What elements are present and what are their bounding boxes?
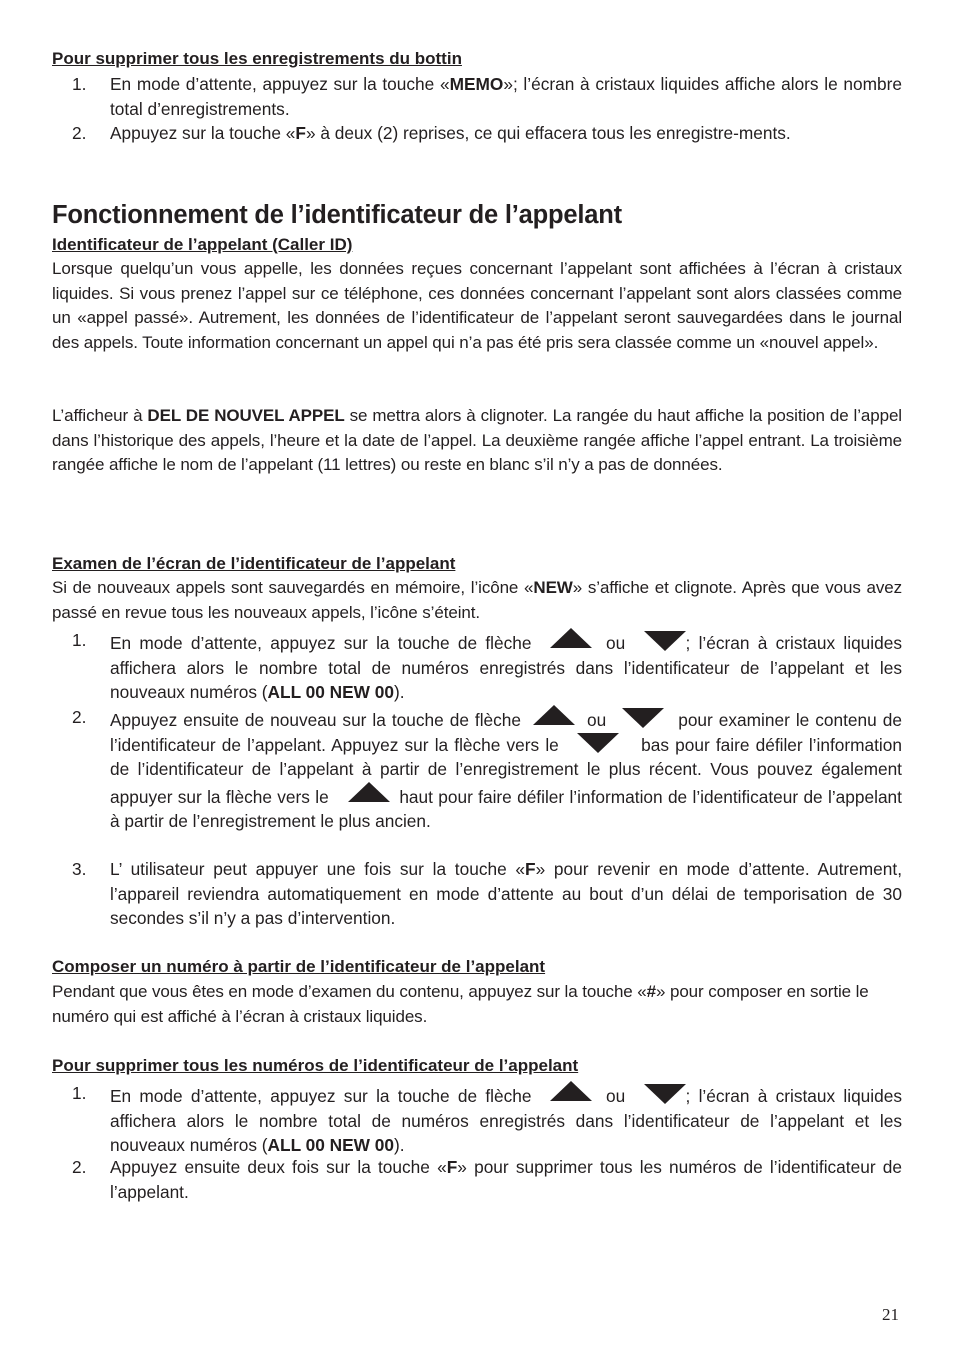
list-number: 2. bbox=[72, 707, 87, 727]
list-number: 2. bbox=[72, 1157, 87, 1177]
list-number: 1. bbox=[72, 74, 87, 94]
list-item: En mode d’attente, appuyez sur la touche «MEMO»; l’écran à cristaux liquides affiche alors le nombre total d’enregistrements. bbox=[110, 74, 902, 119]
down-arrow-icon bbox=[644, 631, 686, 651]
paragraph-review-intro: Si de nouveaux appels sont sauvegardés en mémoire, l’icône «NEW» s’affiche et clignote. Après que vous avez passé en revue tous les nouveaux appels, l’icône s’éteint. bbox=[52, 578, 902, 622]
up-arrow-icon bbox=[348, 782, 390, 802]
section-heading-dial: Composer un numéro à partir de l’identificateur de l’appelant bbox=[52, 957, 546, 976]
list-item: Appuyez sur la touche «F» à deux (2) reprises, ce qui effacera tous les enregistre-ments. bbox=[110, 123, 791, 143]
list-number: 2. bbox=[72, 123, 87, 143]
list-number: 1. bbox=[72, 1083, 87, 1103]
list-number: 1. bbox=[72, 630, 87, 650]
up-arrow-icon bbox=[550, 1081, 592, 1101]
up-arrow-icon bbox=[550, 628, 592, 648]
list-item: L’ utilisateur peut appuyer une fois sur la touche «F» pour revenir en mode d’attente. Autrement, l’appareil reviendra automatiquement en mode d’attente au bout d’un délai de temporisation de 30 secondes s’il n’y a pas d’intervention. bbox=[110, 859, 903, 928]
paragraph-led: L’afficheur à DEL DE NOUVEL APPEL se mettra alors à clignoter. La rangée du haut affiche la position de l’appel dans l’historique des appels, l’heure et la date de l’appel. La deuxième rangée affiche l’appel entrant. La troisième rangée affiche le nom de l’appelant (11 lettres) ou reste en blanc s’il n’y a pas de données. bbox=[52, 406, 902, 474]
up-arrow-icon bbox=[533, 705, 575, 725]
page-number: 21 bbox=[882, 1305, 899, 1324]
list-item: Appuyez ensuite de nouveau sur la touche de flèche ou pour examiner le contenu de l’identificateur de l’appelant. Appuyez sur la flèche vers le bas pour faire défiler l’information de l’identificateur de l’appelant à partir de l’enregistrement le plus récent. Vous pouvez également appuyer sur la flèche vers le haut pour faire défiler l’information de l’identificateur de l’appelant à partir de l’enregistrement le plus ancien. bbox=[110, 705, 902, 834]
section-heading-delete-caller-id: Pour supprimer tous les numéros de l’identificateur de l’appelant bbox=[52, 1056, 579, 1075]
down-arrow-icon bbox=[577, 733, 619, 753]
list-item: En mode d’attente, appuyez sur la touche de flèche ou ; l’écran à cristaux liquides affichera alors le nombre total de numéros enregistrés dans l’identificateur de l’appelant et les nouveaux numéros (ALL 00 NEW 00). bbox=[110, 628, 902, 705]
section-heading-delete-directory: Pour supprimer tous les enregistrements du bottin bbox=[52, 49, 462, 68]
paragraph-caller-id: Lorsque quelqu’un vous appelle, les données reçues concernant l’appelant sont affichées à l’écran à cristaux liquides. Si vous prenez l’appel sur ce téléphone, ces données concernant l’appelant sont alors classées comme un «appel passé». Autrement, les données de l’identificateur de l’appelant seront sauvegardées dans le journal des appels. Toute information concernant un appel qui n’a pas été pris sera classée comme un «nouvel appel». bbox=[52, 259, 902, 352]
section-heading-caller-id: Identificateur de l’appelant (Caller ID) bbox=[52, 235, 353, 254]
down-arrow-icon bbox=[622, 708, 664, 728]
paragraph-dial: Pendant que vous êtes en mode d’examen du contenu, appuyez sur la touche «#» pour composer en sortie le numéro qui est affiché à l’écran à cristaux liquides. bbox=[52, 982, 869, 1026]
section-heading-review: Examen de l’écran de l’identificateur de l’appelant bbox=[52, 554, 456, 573]
down-arrow-icon bbox=[644, 1084, 686, 1104]
page-title: Fonctionnement de l’identificateur de l’appelant bbox=[52, 201, 622, 229]
list-number: 3. bbox=[72, 859, 87, 879]
list-item: Appuyez ensuite deux fois sur la touche «F» pour supprimer tous les numéros de l’identificateur de l’appelant. bbox=[110, 1157, 902, 1202]
list-item: En mode d’attente, appuyez sur la touche de flèche ou ; l’écran à cristaux liquides affichera alors le nombre total de numéros enregistrés dans l’identificateur de l’appelant et les nouveaux numéros (ALL 00 NEW 00). bbox=[110, 1081, 902, 1158]
